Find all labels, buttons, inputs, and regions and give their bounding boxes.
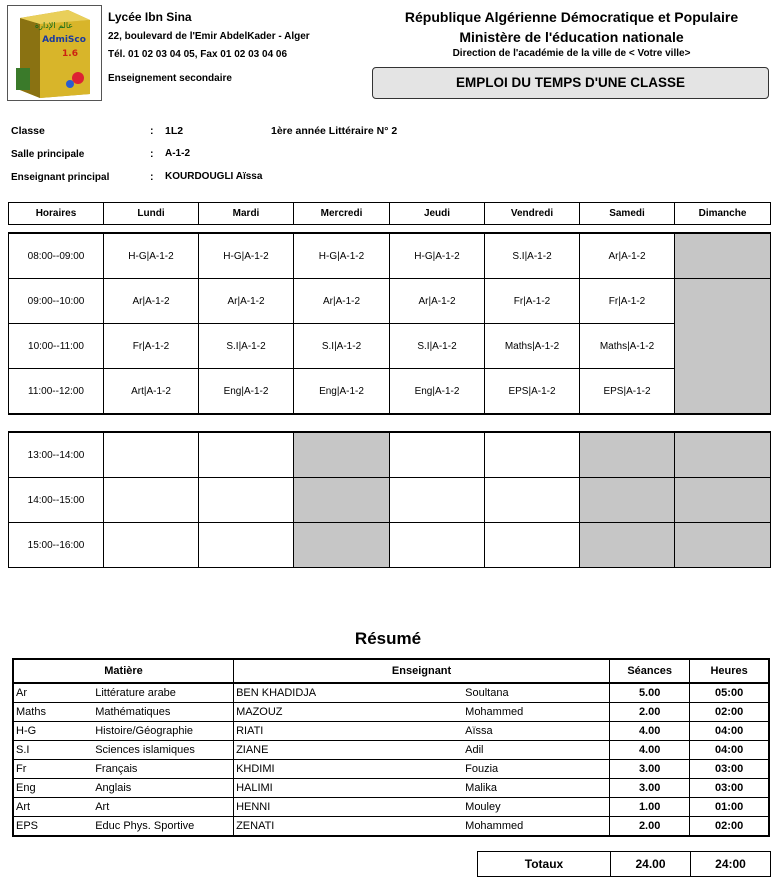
hours-value: 02:00 xyxy=(690,817,769,837)
summary-row xyxy=(13,760,769,779)
class-colon: : xyxy=(150,125,154,137)
time-cell: 14:00--15:00 xyxy=(9,478,104,523)
blocked-cell xyxy=(675,233,771,279)
lesson-cell[interactable]: S.I|A-1-2 xyxy=(294,324,390,369)
header-samedi: Samedi xyxy=(580,203,675,225)
lesson-cell[interactable]: H-G|A-1-2 xyxy=(104,233,199,279)
empty-cell[interactable] xyxy=(390,432,485,478)
blocked-cell xyxy=(294,432,390,478)
teacher-lastname: MAZOUZ xyxy=(234,703,464,722)
header-mardi: Mardi xyxy=(199,203,294,225)
summary-row xyxy=(13,798,769,817)
lesson-cell[interactable]: EPS|A-1-2 xyxy=(485,369,580,415)
header-horaires: Horaires xyxy=(9,203,104,225)
hours-value: 02:00 xyxy=(690,703,769,722)
logo-text-version: 1.6 xyxy=(62,49,78,59)
lesson-cell[interactable]: Ar|A-1-2 xyxy=(104,279,199,324)
header-subject: Matière xyxy=(13,659,234,683)
header-dimanche: Dimanche xyxy=(675,203,771,225)
totals-hours: 24:00 xyxy=(691,852,771,877)
logo-text-arabic: عالم الإدارة xyxy=(34,21,74,30)
subject-name: Sciences islamiques xyxy=(93,741,233,760)
time-cell: 10:00--11:00 xyxy=(9,324,104,369)
hours-value: 05:00 xyxy=(690,683,769,703)
blocked-cell xyxy=(294,478,390,523)
subject-code: Fr xyxy=(13,760,93,779)
timeslot-row xyxy=(9,279,771,324)
subject-code: Art xyxy=(13,798,93,817)
empty-cell[interactable] xyxy=(104,478,199,523)
teacher-lastname: ZIANE xyxy=(234,741,464,760)
sessions-value: 4.00 xyxy=(610,722,690,741)
empty-cell[interactable] xyxy=(199,432,294,478)
lesson-cell[interactable]: H-G|A-1-2 xyxy=(199,233,294,279)
lesson-cell[interactable]: Eng|A-1-2 xyxy=(199,369,294,415)
empty-cell[interactable] xyxy=(485,432,580,478)
lesson-cell[interactable]: S.I|A-1-2 xyxy=(485,233,580,279)
summary-row xyxy=(13,722,769,741)
empty-cell[interactable] xyxy=(390,478,485,523)
lesson-cell[interactable]: Fr|A-1-2 xyxy=(104,324,199,369)
teacher-firstname: Malika xyxy=(463,779,609,798)
lesson-cell[interactable]: Fr|A-1-2 xyxy=(580,279,675,324)
summary-row xyxy=(13,683,769,703)
teacher-colon: : xyxy=(150,171,154,183)
teacher-firstname: Mohammed xyxy=(463,703,609,722)
lesson-cell[interactable]: S.I|A-1-2 xyxy=(390,324,485,369)
timeslot-row xyxy=(9,432,771,478)
sessions-value: 3.00 xyxy=(610,779,690,798)
teacher-lastname: HENNI xyxy=(234,798,464,817)
document-title: EMPLOI DU TEMPS D'UNE CLASSE xyxy=(372,67,769,99)
subject-code: Eng xyxy=(13,779,93,798)
teacher-firstname: Fouzia xyxy=(463,760,609,779)
timetable-morning xyxy=(8,232,771,415)
subject-name: Littérature arabe xyxy=(93,683,233,703)
blocked-cell xyxy=(580,478,675,523)
lesson-cell[interactable]: H-G|A-1-2 xyxy=(390,233,485,279)
room-label: Salle principale xyxy=(11,149,85,160)
lesson-cell[interactable]: Ar|A-1-2 xyxy=(199,279,294,324)
sessions-value: 1.00 xyxy=(610,798,690,817)
subject-code: Ar xyxy=(13,683,93,703)
sessions-value: 3.00 xyxy=(610,760,690,779)
empty-cell[interactable] xyxy=(104,523,199,568)
subject-code: EPS xyxy=(13,817,93,837)
empty-cell[interactable] xyxy=(199,523,294,568)
sessions-value: 2.00 xyxy=(610,703,690,722)
time-cell: 15:00--16:00 xyxy=(9,523,104,568)
teacher-lastname: BEN KHADIDJA xyxy=(234,683,464,703)
room-value: A-1-2 xyxy=(165,148,191,159)
class-label: Classe xyxy=(11,125,45,137)
lesson-cell[interactable]: Ar|A-1-2 xyxy=(580,233,675,279)
lesson-cell[interactable]: Eng|A-1-2 xyxy=(294,369,390,415)
hours-value: 01:00 xyxy=(690,798,769,817)
blocked-cell xyxy=(294,523,390,568)
timeslot-row xyxy=(9,369,771,415)
time-cell: 13:00--14:00 xyxy=(9,432,104,478)
summary-row xyxy=(13,703,769,722)
teacher-label: Enseignant principal xyxy=(11,172,110,183)
lesson-cell[interactable]: EPS|A-1-2 xyxy=(580,369,675,415)
direction-heading: Direction de l'académie de la ville de < Votre ville> xyxy=(452,48,691,59)
empty-cell[interactable] xyxy=(485,523,580,568)
header-vendredi: Vendredi xyxy=(485,203,580,225)
totals-label: Totaux xyxy=(478,852,611,877)
hours-value: 03:00 xyxy=(690,760,769,779)
lesson-cell[interactable]: Maths|A-1-2 xyxy=(485,324,580,369)
summary-table xyxy=(12,658,770,837)
subject-code: H-G xyxy=(13,722,93,741)
school-address: 22, boulevard de l'Emir AbdelKader - Alger xyxy=(108,31,310,42)
timetable-afternoon xyxy=(8,431,771,568)
hours-value: 03:00 xyxy=(690,779,769,798)
time-cell: 11:00--12:00 xyxy=(9,369,104,415)
teacher-firstname: Adil xyxy=(463,741,609,760)
lesson-cell[interactable]: Art|A-1-2 xyxy=(104,369,199,415)
blocked-cell xyxy=(580,432,675,478)
timeslot-row xyxy=(9,523,771,568)
subject-name: Mathématiques xyxy=(93,703,233,722)
subject-code: Maths xyxy=(13,703,93,722)
school-logo xyxy=(7,5,102,101)
lesson-cell[interactable]: S.I|A-1-2 xyxy=(199,324,294,369)
timeslot-row xyxy=(9,324,771,369)
empty-cell[interactable] xyxy=(390,523,485,568)
empty-cell[interactable] xyxy=(485,478,580,523)
lesson-cell[interactable]: Ar|A-1-2 xyxy=(390,279,485,324)
logo-text-brand: AdmiSco xyxy=(42,35,86,45)
teacher-firstname: Mohammed xyxy=(463,817,609,837)
sessions-value: 5.00 xyxy=(610,683,690,703)
ministry-heading: Ministère de l'éducation nationale xyxy=(459,29,684,45)
teacher-value: KOURDOUGLI Aïssa xyxy=(165,171,263,182)
empty-cell[interactable] xyxy=(199,478,294,523)
timetable-header xyxy=(8,202,771,225)
summary-row xyxy=(13,741,769,760)
class-description: 1ère année Littéraire N° 2 xyxy=(271,125,398,137)
subject-name: Français xyxy=(93,760,233,779)
lesson-cell[interactable]: Fr|A-1-2 xyxy=(485,279,580,324)
header-teacher: Enseignant xyxy=(234,659,610,683)
blocked-cell xyxy=(675,478,771,523)
subject-name: Art xyxy=(93,798,233,817)
school-phone: Tél. 01 02 03 04 05, Fax 01 02 03 04 06 xyxy=(108,49,288,60)
school-name: Lycée Ibn Sina xyxy=(108,10,192,24)
subject-name: Histoire/Géographie xyxy=(93,722,233,741)
time-cell: 09:00--10:00 xyxy=(9,279,104,324)
lesson-cell[interactable]: Ar|A-1-2 xyxy=(294,279,390,324)
teacher-lastname: KHDIMI xyxy=(234,760,464,779)
hours-value: 04:00 xyxy=(690,741,769,760)
republic-heading: République Algérienne Démocratique et Populaire xyxy=(404,9,739,25)
subject-code: S.I xyxy=(13,741,93,760)
teacher-lastname: ZENATI xyxy=(234,817,464,837)
header-lundi: Lundi xyxy=(104,203,199,225)
summary-row xyxy=(13,779,769,798)
header-hours: Heures xyxy=(690,659,769,683)
teacher-lastname: RIATI xyxy=(234,722,464,741)
totals-sessions: 24.00 xyxy=(611,852,691,877)
summary-row xyxy=(13,817,769,837)
time-cell: 08:00--09:00 xyxy=(9,233,104,279)
subject-name: Educ Phys. Sportive xyxy=(93,817,233,837)
timeslot-row xyxy=(9,478,771,523)
header-jeudi: Jeudi xyxy=(390,203,485,225)
room-colon: : xyxy=(150,148,154,160)
school-type: Enseignement secondaire xyxy=(108,73,232,84)
blocked-cell xyxy=(675,523,771,568)
teacher-firstname: Aïssa xyxy=(463,722,609,741)
timeslot-row xyxy=(9,233,771,279)
totals-table xyxy=(477,851,771,877)
class-value: 1L2 xyxy=(165,125,184,137)
lesson-cell[interactable]: Maths|A-1-2 xyxy=(580,324,675,369)
subject-name: Anglais xyxy=(93,779,233,798)
header-mercredi: Mercredi xyxy=(294,203,390,225)
lesson-cell[interactable]: Eng|A-1-2 xyxy=(390,369,485,415)
summary-title: Résumé xyxy=(354,629,422,648)
lesson-cell[interactable]: H-G|A-1-2 xyxy=(294,233,390,279)
blocked-cell xyxy=(675,279,771,415)
blocked-cell xyxy=(580,523,675,568)
empty-cell[interactable] xyxy=(104,432,199,478)
teacher-firstname: Soultana xyxy=(463,683,609,703)
teacher-lastname: HALIMI xyxy=(234,779,464,798)
blocked-cell xyxy=(675,432,771,478)
sessions-value: 4.00 xyxy=(610,741,690,760)
teacher-firstname: Mouley xyxy=(463,798,609,817)
sessions-value: 2.00 xyxy=(610,817,690,837)
hours-value: 04:00 xyxy=(690,722,769,741)
header-sessions: Séances xyxy=(610,659,690,683)
